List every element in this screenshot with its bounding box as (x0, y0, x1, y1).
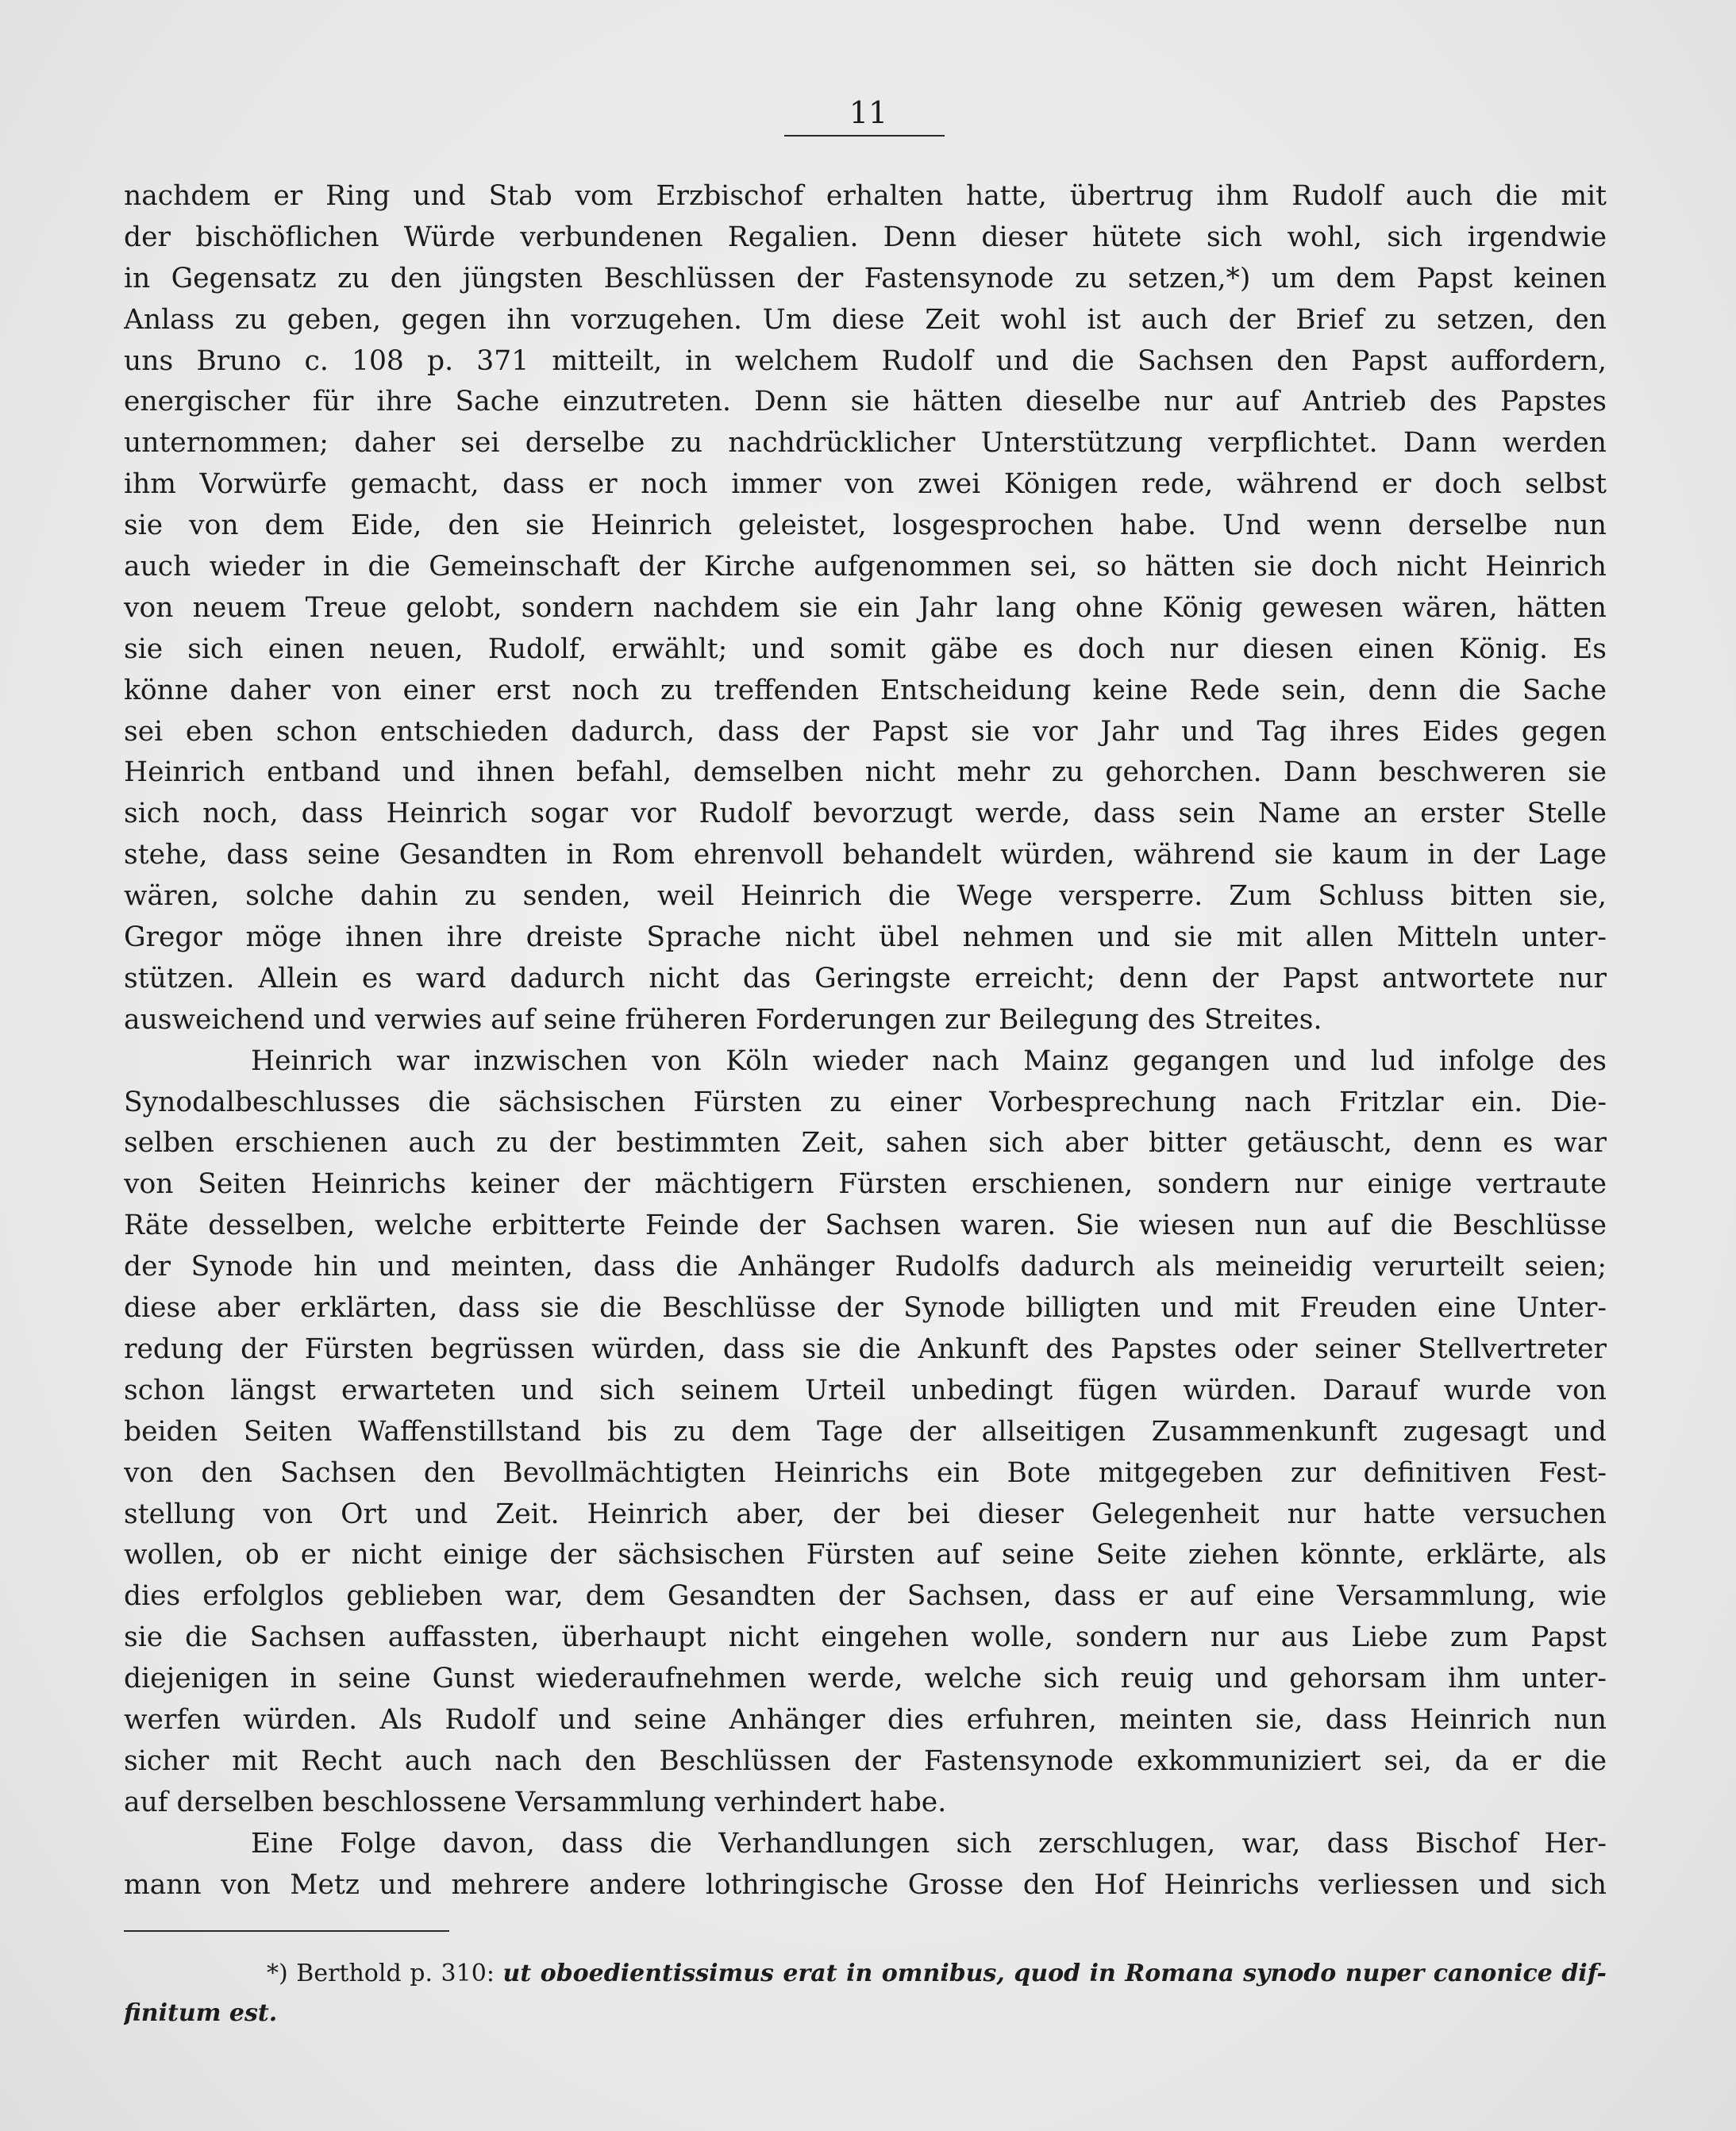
text-line: Heinrich entband und ihnen befahl, demselben nicht mehr zu gehorchen. Dann beschweren sie (124, 756, 1607, 789)
body-text (124, 176, 1607, 1906)
text-line: auf derselben beschlossene Versammlung verhindert habe. (124, 1786, 947, 1818)
text-line: von Seiten Heinrichs keiner der mächtigern Fürsten erschienen, sondern nur einige vertraute (124, 1168, 1607, 1201)
text-line: von neuem Treue gelobt, sondern nachdem sie ein Jahr lang ohne König gewesen wären, hätten (124, 591, 1607, 624)
text-line: Anlass zu geben, gegen ihn vorzugehen. Um diese Zeit wohl ist auch der Brief zu setzen, den (124, 303, 1607, 336)
text-line: mann von Metz und mehrere andere lothringische Grosse den Hof Heinrichs verliessen und sich (124, 1868, 1607, 1901)
text-line: Eine Folge davon, dass die Verhandlungen sich zerschlugen, war, dass Bischof Her- (251, 1827, 1607, 1860)
page-number: 11 (849, 95, 888, 130)
text-line: Synodalbeschlusses die sächsischen Fürsten zu einer Vorbesprechung nach Fritzlar ein. Die- (124, 1086, 1607, 1118)
text-line: auch wieder in die Gemeinschaft der Kirche aufgenommen sei, so hätten sie doch nicht Heinrich (124, 551, 1607, 583)
text-line: redung der Fürsten begrüssen würden, dass sie die Ankunft des Papstes oder seiner Stellvertreter (124, 1333, 1607, 1365)
footnote-reference: *) Berthold p. 310: (267, 1960, 495, 1987)
text-line: der Synode hin und meinten, dass die Anhänger Rudolfs dadurch als meineidig verurteilt seien; (124, 1251, 1607, 1283)
footnote-rule (124, 1930, 449, 1932)
text-line: diese aber erklärten, dass sie die Beschlüsse der Synode billigten und mit Freuden eine Unter- (124, 1292, 1607, 1325)
text-line: stehe, dass seine Gesandten in Rom ehrenvoll behandelt würden, während sie kaum in der Lage (124, 839, 1607, 871)
text-line: könne daher von einer erst noch zu treffenden Entscheidung keine Rede sein, denn die Sache (124, 674, 1607, 706)
text-line: ausweichend und verwies auf seine früheren Forderungen zur Beilegung des Streites. (124, 1003, 1322, 1036)
text-line: werfen würden. Als Rudolf und seine Anhänger dies erfuhren, meinten sie, dass Heinrich nun (124, 1703, 1607, 1736)
text-line: Gregor möge ihnen ihre dreiste Sprache nicht übel nehmen und sie mit allen Mitteln unter- (124, 921, 1607, 954)
text-line: in Gegensatz zu den jüngsten Beschlüssen der Fastensynode zu setzen,*) um dem Papst keinen (124, 262, 1607, 294)
text-line: sich noch, dass Heinrich sogar vor Rudolf bevorzugt werde, dass sein Name an erster Stelle (124, 798, 1607, 830)
page-number-rule (784, 135, 945, 137)
footnote-line (124, 1994, 1607, 2033)
text-line: wären, solche dahin zu senden, weil Heinrich die Wege versperre. Zum Schluss bitten sie, (124, 880, 1607, 913)
text-line: sei eben schon entschieden dadurch, dass der Papst sie vor Jahr und Tag ihres Eides gegen (124, 715, 1607, 748)
text-line: sicher mit Recht auch nach den Beschlüssen der Fastensynode exkommuniziert sei, da er die (124, 1744, 1607, 1777)
text-line: stellung von Ort und Zeit. Heinrich aber, der bei dieser Gelegenheit nur hatte versuchen (124, 1498, 1607, 1530)
text-line: stützen. Allein es ward dadurch nicht das Geringste erreicht; denn der Papst antwortete nur (124, 962, 1607, 994)
text-line: sie sich einen neuen, Rudolf, erwählt; und somit gäbe es doch nur diesen einen König. Es (124, 633, 1607, 665)
text-line: uns Bruno c. 108 p. 371 mitteilt, in welchem Rudolf und die Sachsen den Papst auffordern, (124, 344, 1607, 377)
text-line: unternommen; daher sei derselbe zu nachdrücklicher Unterstützung verpflichtet. Dann werden (124, 427, 1607, 460)
text-line: dies erfolglos geblieben war, dem Gesandten der Sachsen, dass er auf eine Versammlung, wie (124, 1580, 1607, 1613)
text-line: der bischöflichen Würde verbundenen Regalien. Denn dieser hütete sich wohl, sich irgendwie (124, 221, 1607, 253)
footnote (124, 1954, 1607, 2033)
text-line: schon längst erwarteten und sich seinem Urteil unbedingt fügen würden. Darauf wurde von (124, 1374, 1607, 1406)
text-line: diejenigen in seine Gunst wiederaufnehmen werde, welche sich reuig und gehorsam ihm unter- (124, 1663, 1607, 1695)
text-line: sie von dem Eide, den sie Heinrich geleistet, losgesprochen habe. Und wenn derselbe nun (124, 510, 1607, 542)
text-line: beiden Seiten Waffenstillstand bis zu dem Tage der allseitigen Zusammenkunft zugesagt und (124, 1415, 1607, 1448)
text-line: wollen, ob er nicht einige der sächsischen Fürsten auf seine Seite ziehen könnte, erklärte, als (124, 1539, 1607, 1571)
text-line: von den Sachsen den Bevollmächtigten Heinrichs ein Bote mitgegeben zur definitiven Fest- (124, 1456, 1607, 1489)
text-line: Räte desselben, welche erbitterte Feinde der Sachsen waren. Sie wiesen nun auf die Beschlüsse (124, 1210, 1607, 1242)
text-line: selben erschienen auch zu der bestimmten Zeit, sahen sich aber bitter getäuscht, denn es war (124, 1127, 1607, 1160)
footnote-line (124, 1954, 1607, 1994)
text-line: Heinrich war inzwischen von Köln wieder nach Mainz gegangen und lud infolge des (251, 1044, 1607, 1077)
footnote-quote-continued: finitum est. (124, 1999, 278, 2027)
text-line: nachdem er Ring und Stab vom Erzbischof erhalten hatte, übertrug ihm Rudolf auch die mit (124, 180, 1607, 212)
text-line: energischer für ihre Sache einzutreten. Denn sie hätten dieselbe nur auf Antrieb des Papstes (124, 386, 1607, 418)
footnote-quote: ut oboedientissimus erat in omnibus, quod in Romana synodo nuper canonice dif- (502, 1960, 1607, 1987)
text-line: sie die Sachsen auffassten, überhaupt nicht eingehen wolle, sondern nur aus Liebe zum Papst (124, 1621, 1607, 1654)
text-line: ihm Vorwürfe gemacht, dass er noch immer von zwei Königen rede, während er doch selbst (124, 468, 1607, 501)
